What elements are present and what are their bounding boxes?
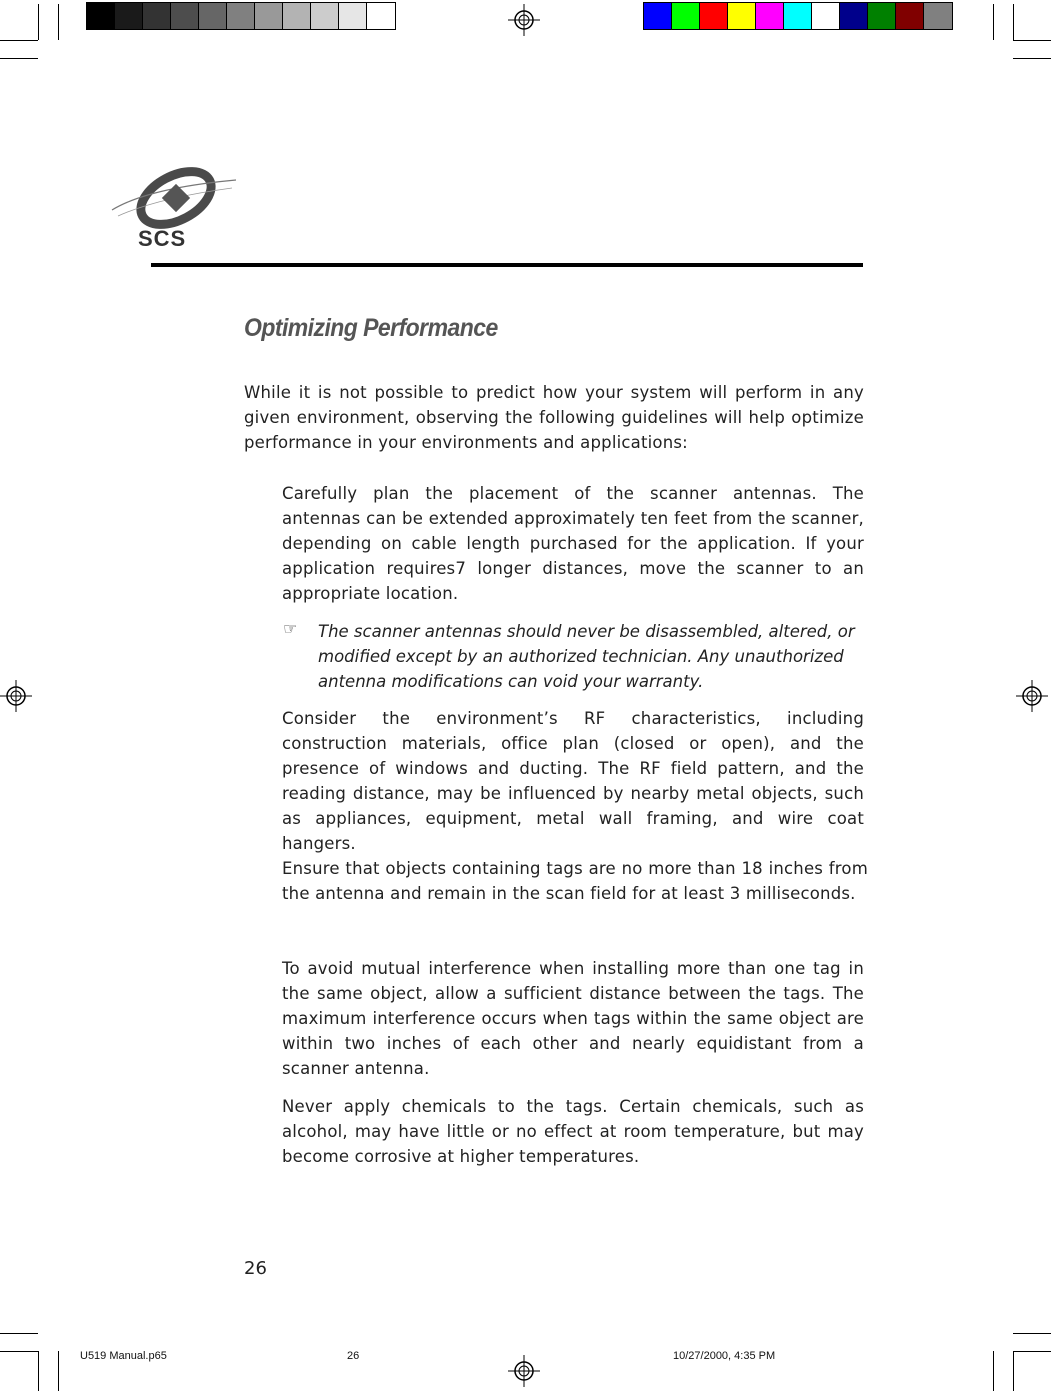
intro-paragraph: While it is not possible to predict how your system will perform in any given environment, observing the following guidelines will help optimize performance in your environments and applications: (244, 383, 864, 452)
color-swatch (924, 3, 952, 29)
registration-target-icon (508, 4, 540, 36)
warranty-note: The scanner antennas should never be disassembled, altered, or modified except by an authorized technician. Any unauthorized antenna modifications can void your warranty. (318, 622, 855, 691)
color-swatch (255, 3, 283, 29)
page-title: Optimizing Performance (244, 314, 498, 342)
registration-target-icon (1016, 680, 1048, 712)
color-swatch (171, 3, 199, 29)
footer-page: 26 (347, 1350, 360, 1362)
color-swatch (115, 3, 143, 29)
footer-timestamp: 10/27/2000, 4:35 PM (673, 1350, 776, 1362)
color-swatch (339, 3, 367, 29)
color-swatch (728, 3, 756, 29)
guideline-tag-distance: Ensure that objects containing tags are no more than 18 inches from the antenna and remain in the scan field for at least 3 milliseconds. (282, 859, 868, 903)
color-swatch (367, 3, 395, 29)
color-swatch (143, 3, 171, 29)
color-swatch (227, 3, 255, 29)
guideline-mutual-interference: To avoid mutual interference when installing more than one tag in the same object, allow a sufficient distance between the tags. The maximum interference occurs when tags within the same object are within two inches of each other and nearly equidistant from a scanner antenna. (282, 959, 864, 1078)
color-swatch (87, 3, 115, 29)
guideline-antenna-placement: Carefully plan the placement of the scanner antennas. The antennas can be extended approximately ten feet from the scanner, depending on cable length purchased for the application. If your application requires7 longer distances, move the scanner to an appropriate location. (282, 484, 864, 603)
color-swatch (199, 3, 227, 29)
color-swatch (311, 3, 339, 29)
hand-pointer-icon: ☞ (283, 619, 298, 638)
page-number: 26 (244, 1258, 267, 1279)
color-swatch (896, 3, 924, 29)
color-swatch (756, 3, 784, 29)
grayscale-color-bar (86, 2, 396, 30)
color-swatch (868, 3, 896, 29)
color-swatch (672, 3, 700, 29)
color-swatch (812, 3, 840, 29)
scs-logo (108, 158, 240, 250)
header-rule (151, 263, 863, 267)
footer-filename: U519 Manual.p65 (80, 1350, 167, 1362)
guideline-rf-environment: Consider the environment’s RF characteristics, including construction materials, office plan (closed or open), and the presence of windows and ducting. The RF field pattern, and the reading distance, may be influenced by nearby metal objects, such as appliances, equipment, metal wall framing, and wire coat hangers. (282, 709, 864, 853)
color-swatch (283, 3, 311, 29)
color-swatch (644, 3, 672, 29)
process-color-bar (643, 2, 953, 30)
svg-text:SCS: SCS (138, 226, 187, 250)
guideline-chemicals: Never apply chemicals to the tags. Certain chemicals, such as alcohol, may have little or no effect at room temperature, but may become corrosive at higher temperatures. (282, 1097, 864, 1166)
registration-target-icon (508, 1355, 540, 1387)
color-swatch (700, 3, 728, 29)
registration-target-icon (0, 680, 32, 712)
color-swatch (840, 3, 868, 29)
color-swatch (784, 3, 812, 29)
